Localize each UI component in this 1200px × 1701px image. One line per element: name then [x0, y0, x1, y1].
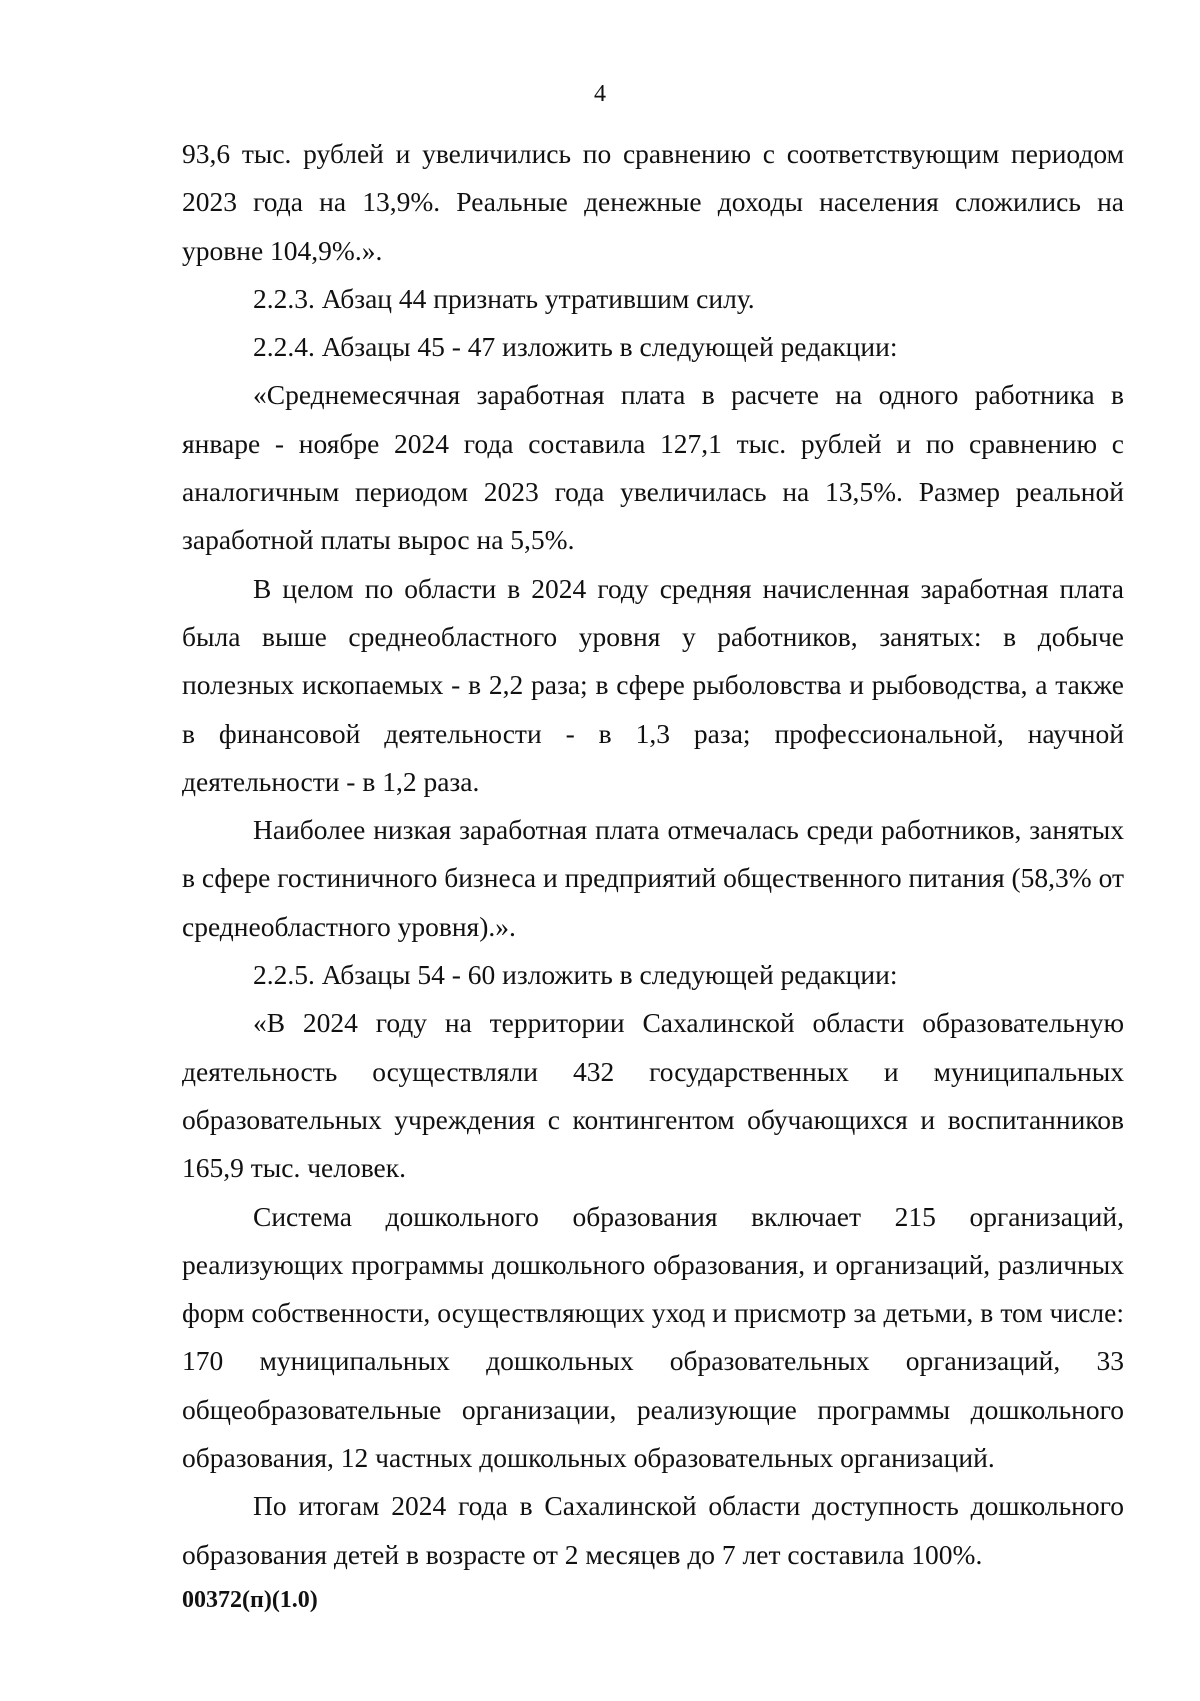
document-code: 00372(п)(1.0) — [182, 1587, 318, 1613]
document-body — [182, 130, 1124, 1579]
paragraph-item-2-2-4: 2.2.4. Абзацы 45 - 47 изложить в следующей редакции: — [253, 331, 898, 363]
paragraph-income-continuation: 93,6 тыс. рублей и увеличились по сравнению с соответствующим периодом 2023 года на 13,9%. Реальные денежные доходы населения сложились на уровне 104,9%.». — [182, 138, 1124, 266]
paragraph-item-2-2-5: 2.2.5. Абзацы 54 - 60 изложить в следующей редакции: — [253, 959, 898, 991]
paragraph-preschool-availability: По итогам 2024 года в Сахалинской области доступность дошкольного образования детей в возрасте от 2 месяцев до 7 лет составила 100%. — [182, 1490, 1124, 1570]
paragraph-preschool-system: Система дошкольного образования включает 215 организаций, реализующих программы дошкольного образования, и организаций, различных форм собственности, осуществляющих уход и присмотр за детьми, в том числе: 170 муниципальных дошкольных образовательных организаций, 33 общеобразовательные организации, реализующие программы дошкольного образования, 12 частных дошкольных образовательных организаций. — [182, 1200, 1124, 1474]
paragraph-lowest-salary: Наиболее низкая заработная плата отмечалась среди работников, занятых в сфере гостиничного бизнеса и предприятий общественного питания (58,3% от среднеобластного уровня).». — [182, 814, 1124, 942]
paragraph-average-salary: «Среднемесячная заработная плата в расчете на одного работника в январе - ноябре 2024 года составила 127,1 тыс. рублей и по сравнению с аналогичным периодом 2023 года увеличилась на 13,5%. Размер реальной заработной платы вырос на 5,5%. — [182, 379, 1124, 556]
paragraph-item-2-2-3: 2.2.3. Абзац 44 признать утратившим силу. — [253, 282, 755, 314]
paragraph-education-institutions: «В 2024 году на территории Сахалинской области образовательную деятельность осуществляли 432 государственных и муниципальных образовательных учреждения с контингентом обучающихся и воспитанников 165,9 тыс. человек. — [182, 1007, 1124, 1184]
page-number: 4 — [594, 81, 606, 107]
paragraph-salary-by-sector: В целом по области в 2024 году средняя начисленная заработная плата была выше среднеобластного уровня у работников, занятых: в добыче полезных ископаемых - в 2,2 раза; в сфере рыболовства и рыбоводства, а также в финансовой деятельности - в 1,3 раза; профессиональной, научной деятельности - в 1,2 раза. — [182, 572, 1124, 797]
